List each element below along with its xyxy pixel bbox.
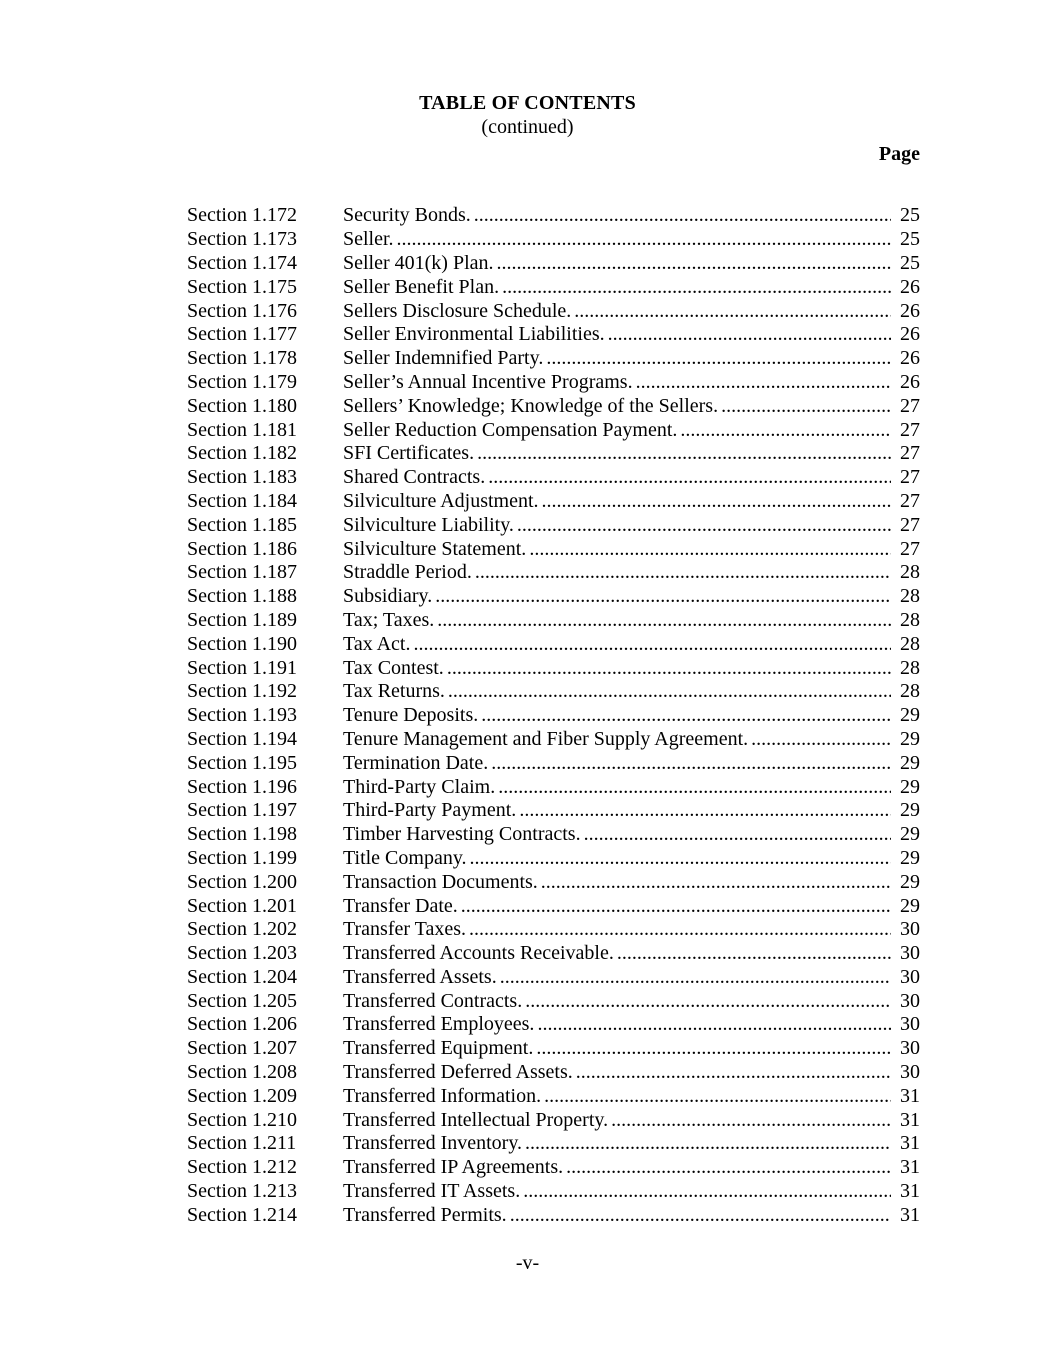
toc-entry: [187, 1156, 920, 1180]
toc-section-number: Section 1.174: [187, 251, 297, 274]
toc-page-number: 30: [900, 965, 920, 988]
toc-section-number: Section 1.184: [187, 489, 297, 512]
dot-leader: [447, 657, 891, 681]
toc-entry: [187, 704, 920, 728]
toc-section-number: Section 1.177: [187, 323, 297, 346]
toc-section-number: Section 1.188: [187, 585, 297, 608]
toc-entry-title: Termination Date.: [343, 751, 489, 774]
dot-leader: [498, 776, 891, 800]
toc-page-number: 29: [900, 751, 920, 774]
dot-leader: [397, 228, 891, 252]
toc-entry-title: Sellers’ Knowledge; Knowledge of the Sellers.: [343, 394, 719, 417]
toc-entry: [187, 680, 920, 704]
toc-page-number: 25: [900, 228, 920, 251]
toc-entry: [187, 585, 920, 609]
toc-entry-title: Shared Contracts.: [343, 466, 486, 489]
toc-entry: [187, 490, 920, 514]
toc-entry-title: Transferred Deferred Assets.: [343, 1061, 573, 1084]
dot-leader: [448, 680, 891, 704]
toc-page-number: 29: [900, 727, 920, 750]
toc-page-number: 31: [900, 1108, 920, 1131]
toc-entry: [187, 466, 920, 490]
toc-entry-title: Transfer Date.: [343, 894, 458, 917]
toc-entry: [187, 347, 920, 371]
dot-leader: [537, 1013, 891, 1037]
toc-page-number: 28: [900, 585, 920, 608]
dot-leader: [566, 1156, 891, 1180]
toc-entry: [187, 847, 920, 871]
toc-entry-title: Transferred Contracts.: [343, 989, 523, 1012]
toc-page-number: 28: [900, 632, 920, 655]
toc-entry: [187, 1037, 920, 1061]
dot-leader: [611, 1109, 891, 1133]
dot-leader: [437, 609, 891, 633]
toc-page-number: 30: [900, 1037, 920, 1060]
toc-section-number: Section 1.208: [187, 1061, 297, 1084]
toc-page-number: 31: [900, 1203, 920, 1226]
dot-leader: [491, 752, 891, 776]
toc-page-number: 29: [900, 799, 920, 822]
toc-entry-title: Tenure Management and Fiber Supply Agreement.: [343, 727, 749, 750]
toc-page-number: 28: [900, 561, 920, 584]
toc-page-number: 26: [900, 299, 920, 322]
page-title: TABLE OF CONTENTS: [419, 92, 636, 114]
toc-entry: [187, 871, 920, 895]
toc-entry: [187, 895, 920, 919]
toc-page-number: 28: [900, 656, 920, 679]
toc-section-number: Section 1.196: [187, 775, 297, 798]
toc-section-number: Section 1.197: [187, 799, 297, 822]
dot-leader: [529, 538, 891, 562]
toc-page-number: 30: [900, 918, 920, 941]
dot-leader: [546, 347, 891, 371]
toc-page-number: 30: [900, 1061, 920, 1084]
toc-entry: [187, 657, 920, 681]
toc-entry-title: Transferred IT Assets.: [343, 1180, 521, 1203]
toc-entry: [187, 799, 920, 823]
toc-section-number: Section 1.198: [187, 823, 297, 846]
toc-page-number: 28: [900, 608, 920, 631]
footer-page-marker: -v-: [515, 1252, 540, 1274]
toc-section-number: Section 1.172: [187, 204, 297, 227]
toc-entry: [187, 561, 920, 585]
toc-entry: [187, 1204, 920, 1228]
toc-page-number: 28: [900, 680, 920, 703]
toc-entry: [187, 990, 920, 1014]
dot-leader: [525, 1132, 891, 1156]
toc-section-number: Section 1.195: [187, 751, 297, 774]
toc-section-number: Section 1.213: [187, 1180, 297, 1203]
toc-section-number: Section 1.199: [187, 846, 297, 869]
toc-entry: [187, 300, 920, 324]
toc-entry-title: Transfer Taxes.: [343, 918, 467, 941]
page-subtitle: (continued): [481, 115, 574, 138]
toc-entry: [187, 1013, 920, 1037]
dot-leader: [525, 990, 891, 1014]
toc-section-number: Section 1.200: [187, 870, 297, 893]
toc-entry-title: Tax Act.: [343, 632, 411, 655]
toc-section-number: Section 1.178: [187, 347, 297, 370]
toc-page-number: 29: [900, 823, 920, 846]
toc-section-number: Section 1.182: [187, 442, 297, 465]
toc-page-number: 26: [900, 347, 920, 370]
dot-leader: [680, 419, 891, 443]
dot-leader: [497, 252, 891, 276]
toc-section-number: Section 1.205: [187, 989, 297, 1012]
toc-entry-title: Silviculture Adjustment.: [343, 489, 539, 512]
toc-section-number: Section 1.211: [187, 1132, 297, 1155]
toc-section-number: Section 1.214: [187, 1203, 297, 1226]
toc-entry-title: Title Company.: [343, 846, 467, 869]
toc-entry-title: Tenure Deposits.: [343, 704, 479, 727]
toc-entry: [187, 776, 920, 800]
dot-leader: [500, 966, 891, 990]
toc-page-number: 27: [900, 442, 920, 465]
toc-section-number: Section 1.210: [187, 1108, 297, 1131]
toc-section-number: Section 1.207: [187, 1037, 297, 1060]
toc-page-number: 27: [900, 537, 920, 560]
toc-section-number: Section 1.212: [187, 1156, 297, 1179]
toc-page-number: 27: [900, 466, 920, 489]
toc-section-number: Section 1.190: [187, 632, 297, 655]
toc-entry: [187, 228, 920, 252]
toc-entry-title: Third-Party Payment.: [343, 799, 517, 822]
toc-entry-title: Transaction Documents.: [343, 870, 538, 893]
dot-leader: [574, 300, 891, 324]
toc-entry-title: Seller.: [343, 228, 394, 251]
toc-section-number: Section 1.185: [187, 513, 297, 536]
toc-entry-title: SFI Certificates.: [343, 442, 475, 465]
toc-entry-title: Transferred Assets.: [343, 965, 497, 988]
toc-page-number: 27: [900, 394, 920, 417]
toc-section-number: Section 1.206: [187, 1013, 297, 1036]
toc-entry-title: Timber Harvesting Contracts.: [343, 823, 581, 846]
toc-entry: [187, 1132, 920, 1156]
toc-entry: [187, 538, 920, 562]
toc-entry-title: Seller Benefit Plan.: [343, 275, 500, 298]
toc-entry-title: Seller 401(k) Plan.: [343, 251, 494, 274]
dot-leader: [608, 323, 891, 347]
toc-section-number: Section 1.183: [187, 466, 297, 489]
dot-leader: [517, 514, 891, 538]
toc-page-number: 29: [900, 894, 920, 917]
toc-section-number: Section 1.173: [187, 228, 297, 251]
toc-section-number: Section 1.191: [187, 656, 297, 679]
dot-leader: [584, 823, 891, 847]
toc-page-number: 31: [900, 1132, 920, 1155]
toc-page-number: 31: [900, 1180, 920, 1203]
dot-leader: [541, 871, 891, 895]
dot-leader: [519, 799, 891, 823]
toc-page-number: 30: [900, 942, 920, 965]
toc-entry-title: Transferred Information.: [343, 1084, 542, 1107]
dot-leader: [751, 728, 891, 752]
toc-entry: [187, 728, 920, 752]
dot-leader: [470, 847, 891, 871]
toc-header: [135, 92, 920, 140]
toc-entry-title: Tax Contest.: [343, 656, 444, 679]
toc-section-number: Section 1.192: [187, 680, 297, 703]
dot-leader: [617, 942, 891, 966]
toc-entry-title: Transferred Inventory.: [343, 1132, 523, 1155]
page-footer: [0, 1252, 1055, 1276]
toc-page-number: 29: [900, 846, 920, 869]
toc-section-number: Section 1.187: [187, 561, 297, 584]
toc-entry-title: Tax; Taxes.: [343, 608, 435, 631]
toc-entry: [187, 966, 920, 990]
toc-page-number: 30: [900, 989, 920, 1012]
toc-section-number: Section 1.186: [187, 537, 297, 560]
toc-section-number: Section 1.193: [187, 704, 297, 727]
toc-section-number: Section 1.209: [187, 1084, 297, 1107]
toc-entry: [187, 752, 920, 776]
toc-section-number: Section 1.194: [187, 727, 297, 750]
toc-entry: [187, 371, 920, 395]
toc-entry: [187, 1180, 920, 1204]
toc-section-number: Section 1.176: [187, 299, 297, 322]
toc-page-number: 27: [900, 513, 920, 536]
dot-leader: [576, 1061, 891, 1085]
dot-leader: [477, 442, 891, 466]
toc-entry-title: Silviculture Liability.: [343, 513, 514, 536]
toc-section-number: Section 1.201: [187, 894, 297, 917]
toc-page-number: 29: [900, 775, 920, 798]
toc-entry-title: Sellers Disclosure Schedule.: [343, 299, 572, 322]
toc-entry-title: Security Bonds.: [343, 204, 471, 227]
toc-entry-title: Silviculture Statement.: [343, 537, 527, 560]
dot-leader: [475, 561, 891, 585]
toc-section-number: Section 1.189: [187, 608, 297, 631]
toc-entry-title: Transferred Employees.: [343, 1013, 535, 1036]
dot-leader: [461, 895, 891, 919]
toc-entry-title: Transferred Intellectual Property.: [343, 1108, 609, 1131]
toc-entry: [187, 823, 920, 847]
toc-page-number: 26: [900, 370, 920, 393]
toc-entry: [187, 918, 920, 942]
toc-entry: [187, 323, 920, 347]
toc-section-number: Section 1.204: [187, 965, 297, 988]
toc-entry: [187, 276, 920, 300]
dot-leader: [721, 395, 891, 419]
page-column-label: Page: [878, 142, 920, 165]
toc-page-number: 31: [900, 1156, 920, 1179]
toc-page-number: 27: [900, 418, 920, 441]
toc-entry: [187, 419, 920, 443]
toc-entry: [187, 609, 920, 633]
dot-leader: [481, 704, 891, 728]
toc-entry-title: Third-Party Claim.: [343, 775, 496, 798]
dot-leader: [536, 1037, 891, 1061]
toc-entry-title: Transferred Permits.: [343, 1203, 507, 1226]
toc-entry-title: Transferred Accounts Receivable.: [343, 942, 614, 965]
toc-entry: [187, 252, 920, 276]
toc-entry: [187, 442, 920, 466]
toc-section-number: Section 1.181: [187, 418, 297, 441]
toc-entry-title: Tax Returns.: [343, 680, 445, 703]
toc-page-number: 26: [900, 323, 920, 346]
dot-leader: [435, 585, 891, 609]
toc-list: [187, 204, 920, 1227]
toc-page-number: 26: [900, 275, 920, 298]
toc-entry: [187, 204, 920, 228]
toc-page-number: 27: [900, 489, 920, 512]
dot-leader: [523, 1180, 891, 1204]
toc-entry-title: Transferred IP Agreements.: [343, 1156, 564, 1179]
toc-section-number: Section 1.180: [187, 394, 297, 417]
toc-entry-title: Seller Indemnified Party.: [343, 347, 544, 370]
dot-leader: [542, 490, 891, 514]
dot-leader: [488, 466, 891, 490]
toc-entry: [187, 395, 920, 419]
toc-entry-title: Transferred Equipment.: [343, 1037, 534, 1060]
toc-entry: [187, 942, 920, 966]
toc-section-number: Section 1.179: [187, 370, 297, 393]
dot-leader: [469, 918, 891, 942]
toc-page-number: 31: [900, 1084, 920, 1107]
dot-leader: [502, 276, 891, 300]
toc-entry-title: Seller’s Annual Incentive Programs.: [343, 370, 633, 393]
toc-section-number: Section 1.202: [187, 918, 297, 941]
dot-leader: [636, 371, 891, 395]
toc-entry-title: Straddle Period.: [343, 561, 472, 584]
toc-page-number: 29: [900, 704, 920, 727]
toc-entry: [187, 1085, 920, 1109]
toc-entry-title: Seller Environmental Liabilities.: [343, 323, 605, 346]
dot-leader: [544, 1085, 891, 1109]
toc-entry: [187, 1061, 920, 1085]
toc-entry-title: Seller Reduction Compensation Payment.: [343, 418, 678, 441]
dot-leader: [474, 204, 891, 228]
toc-page-number: 25: [900, 251, 920, 274]
toc-page-number: 25: [900, 204, 920, 227]
toc-page-number: 29: [900, 870, 920, 893]
toc-entry: [187, 633, 920, 657]
toc-entry: [187, 1109, 920, 1133]
dot-leader: [413, 633, 891, 657]
toc-section-number: Section 1.203: [187, 942, 297, 965]
toc-entry: [187, 514, 920, 538]
dot-leader: [510, 1204, 891, 1228]
toc-entry-title: Subsidiary.: [343, 585, 433, 608]
toc-section-number: Section 1.175: [187, 275, 297, 298]
toc-page-number: 30: [900, 1013, 920, 1036]
